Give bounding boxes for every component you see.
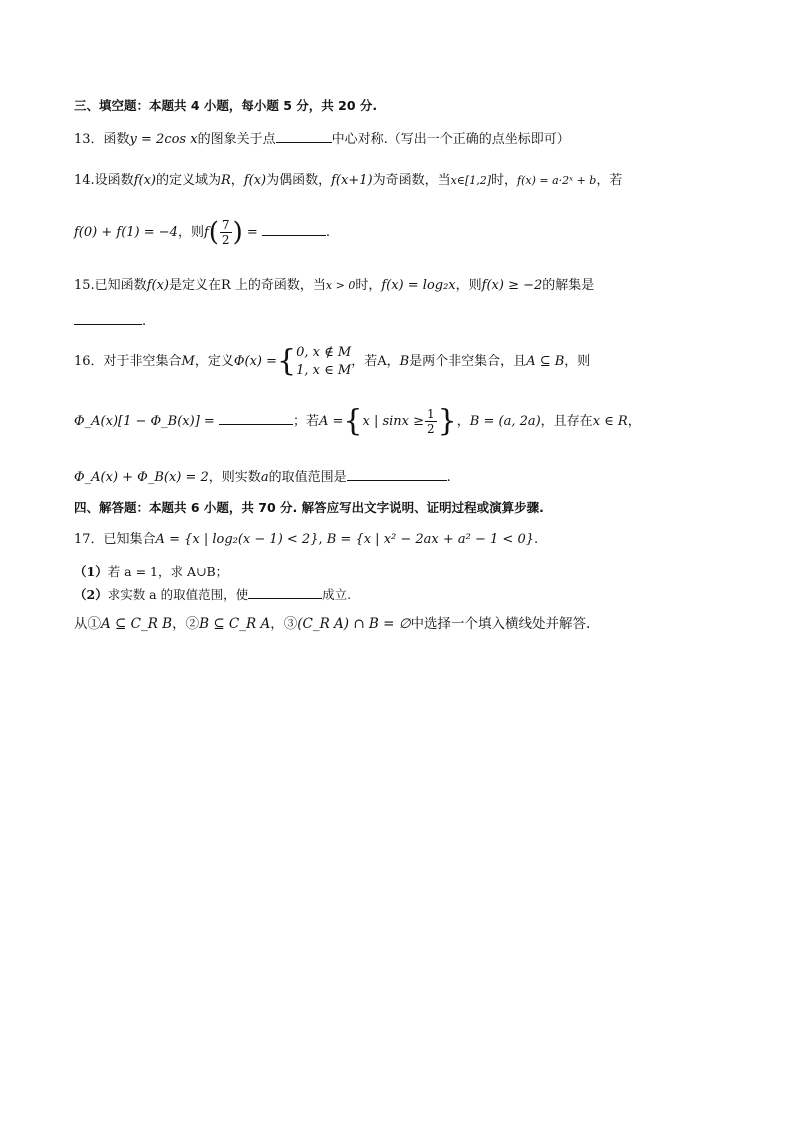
half-numerator: 1 [427,407,435,421]
question-15-answer-blank[interactable] [74,310,142,325]
question-14-text-4: 为奇函数，当 [372,173,451,188]
choice-text-1: 从① [74,616,101,632]
question-15-text-2: 时， [355,278,382,293]
case-in-M: 1, x ∈ M [296,362,352,378]
half-denominator: 2 [427,422,435,436]
question-16-number: 16．对于非空集合 [74,354,182,369]
question-16-answer-blank-1[interactable] [219,410,293,425]
part-2-label: （2） [74,587,108,602]
fraction-denominator: 2 [221,233,230,247]
question-14-end: . [325,225,331,240]
question-17-number: 17．已知集合 [74,532,156,547]
part-2-text: 求实数 a 的取值范围，使 [107,587,249,602]
question-15-number: 15.已知函数 [74,278,147,293]
question-16-subset: A ⊆ B [526,354,565,369]
question-15-condition: x > 0 [325,279,356,292]
question-13-number: 13．函数 [74,132,130,147]
question-15-text-4: 的解集是 [542,278,595,293]
case-not-in-M: 0, x ∉ M [296,344,352,360]
question-16-phi-def: Φ(x) = [233,354,278,369]
question-15-definition: f(x) = log₂x [381,278,456,293]
question-16-param-a: a [260,470,269,485]
question-14-text-6: ，若 [596,173,623,188]
question-16-set-M: M [181,354,195,369]
question-16-setB: B = (a, 2a) [469,414,541,429]
question-14-fx: f(x) [133,173,156,188]
question-16-end: . [446,470,451,485]
question-16-text-4: ，则 [564,354,591,369]
choice-option-1: A ⊆ C_R B [101,616,173,632]
question-13-text-end: 中心对称.（写出一个正确的点坐标即可） [331,132,570,147]
question-14-definition: f(x) = a·2ˣ + b [517,174,597,187]
choice-option-2: B ⊆ C_R A [199,616,271,632]
fraction-one-half [425,407,437,436]
question-14-text-3: 为偶函数， [266,173,332,188]
question-14-fx1: f(x+1) [331,173,373,188]
question-14-text-5: 时， [491,173,518,188]
fraction-seven-halves [220,218,232,247]
question-16-text-real: ，则实数 [208,470,261,485]
right-paren: ) [232,217,243,248]
question-17-setA: A = {x | log₂(x − 1) < 2} [155,532,319,547]
question-17-comma: , [318,532,327,547]
question-17-part-2 [74,584,351,604]
question-16-answer-blank-2[interactable] [347,466,447,481]
question-16-comma: ， [456,414,470,429]
question-17-part-1 [74,563,228,581]
question-14-equals: = [246,225,258,240]
question-15-text-1: 是定义在R 上的奇函数，当 [168,278,326,293]
question-16-set-B: B [399,354,410,369]
part-1-text: 若 a = 1，求 A∪B； [107,564,229,579]
section-heading-answer [74,499,544,517]
question-16-x-in-R: x ∈ R [592,414,628,429]
question-17-setB: B = {x | x² − 2ax + a² − 1 < 0} [326,532,534,547]
question-14-text-2: ， [230,173,244,188]
question-16-text-range: 的取值范围是 [268,470,347,485]
choice-option-3: (C_R A) ∩ B = ∅ [297,616,411,632]
question-13-formula: y = 2cos x [129,132,198,147]
question-15-text-3: ，则 [455,278,482,293]
question-15-inequality: f(x) ≥ −2 [481,278,543,293]
question-13 [74,128,570,149]
question-14-line-2 [74,218,330,247]
question-14-fx-even: f(x) [243,173,267,188]
part-1-label: （1） [74,564,108,579]
question-15 [74,277,594,295]
section-heading-text-2: 四、解答题：本题共 6 小题，共 70 分. 解答应写出文字说明、证明过程或演算步骤. [74,500,544,515]
question-14-condition-sum: f(0) + f(1) = −4 [74,225,178,240]
question-16-expression: Φ_A(x)[1 − Φ_B(x)] = [74,414,215,429]
question-16-text-3: 是两个非空集合，且 [409,354,527,369]
question-16-comma-2: ， [627,414,641,429]
left-brace-setA: { [343,403,363,439]
choice-text-3: ，③ [270,616,298,632]
left-paren: ( [208,217,219,248]
question-14-answer-blank[interactable] [262,221,326,236]
question-14-number: 14.设函数 [74,173,134,188]
question-14-text-1: 的定义域为 [155,173,221,188]
question-14-line-1 [74,172,622,190]
question-16-text-if: ；若 [292,414,319,429]
question-14-text-then: ，则 [177,225,204,240]
question-17 [74,531,538,549]
fraction-numerator: 7 [221,218,230,232]
question-17-end: . [534,532,539,547]
question-17-choice [74,615,590,633]
question-16-text-1: ，定义 [194,354,234,369]
choice-text-2: ，② [172,616,200,632]
question-15-fx: f(x) [146,278,169,293]
question-17-answer-blank[interactable] [248,584,322,599]
question-14-domain: R [221,173,231,188]
question-16-setA-body: x | sinx ≥ [362,414,425,429]
question-15-line-2 [74,310,146,331]
right-brace-setA: } [437,403,457,439]
question-14-condition: x∈[1,2] [450,174,492,187]
question-16-text-exists: ，且存在 [540,414,593,429]
part-2-end: 成立. [322,587,352,602]
left-brace: { [277,343,297,379]
piecewise-cases [296,344,351,380]
choice-text-end: 中选择一个填入横线处并解答. [410,616,591,632]
question-16-line-2 [74,404,641,440]
section-heading-fill-blank [74,97,377,115]
question-14-f: f [203,225,209,240]
question-16-line-3 [74,466,451,487]
question-16-line-1 [74,342,590,382]
question-15-end: . [142,314,147,329]
question-13-answer-blank[interactable] [276,128,332,143]
question-16-sum-condition: Φ_A(x) + Φ_B(x) = 2 [74,470,209,485]
section-heading-text: 三、填空题：本题共 4 小题，每小题 5 分，共 20 分. [74,98,378,113]
question-13-text: 的图象关于点 [197,132,276,147]
question-16-text-2: ，若A， [351,354,400,369]
question-16-setA-label: A = [318,414,344,429]
